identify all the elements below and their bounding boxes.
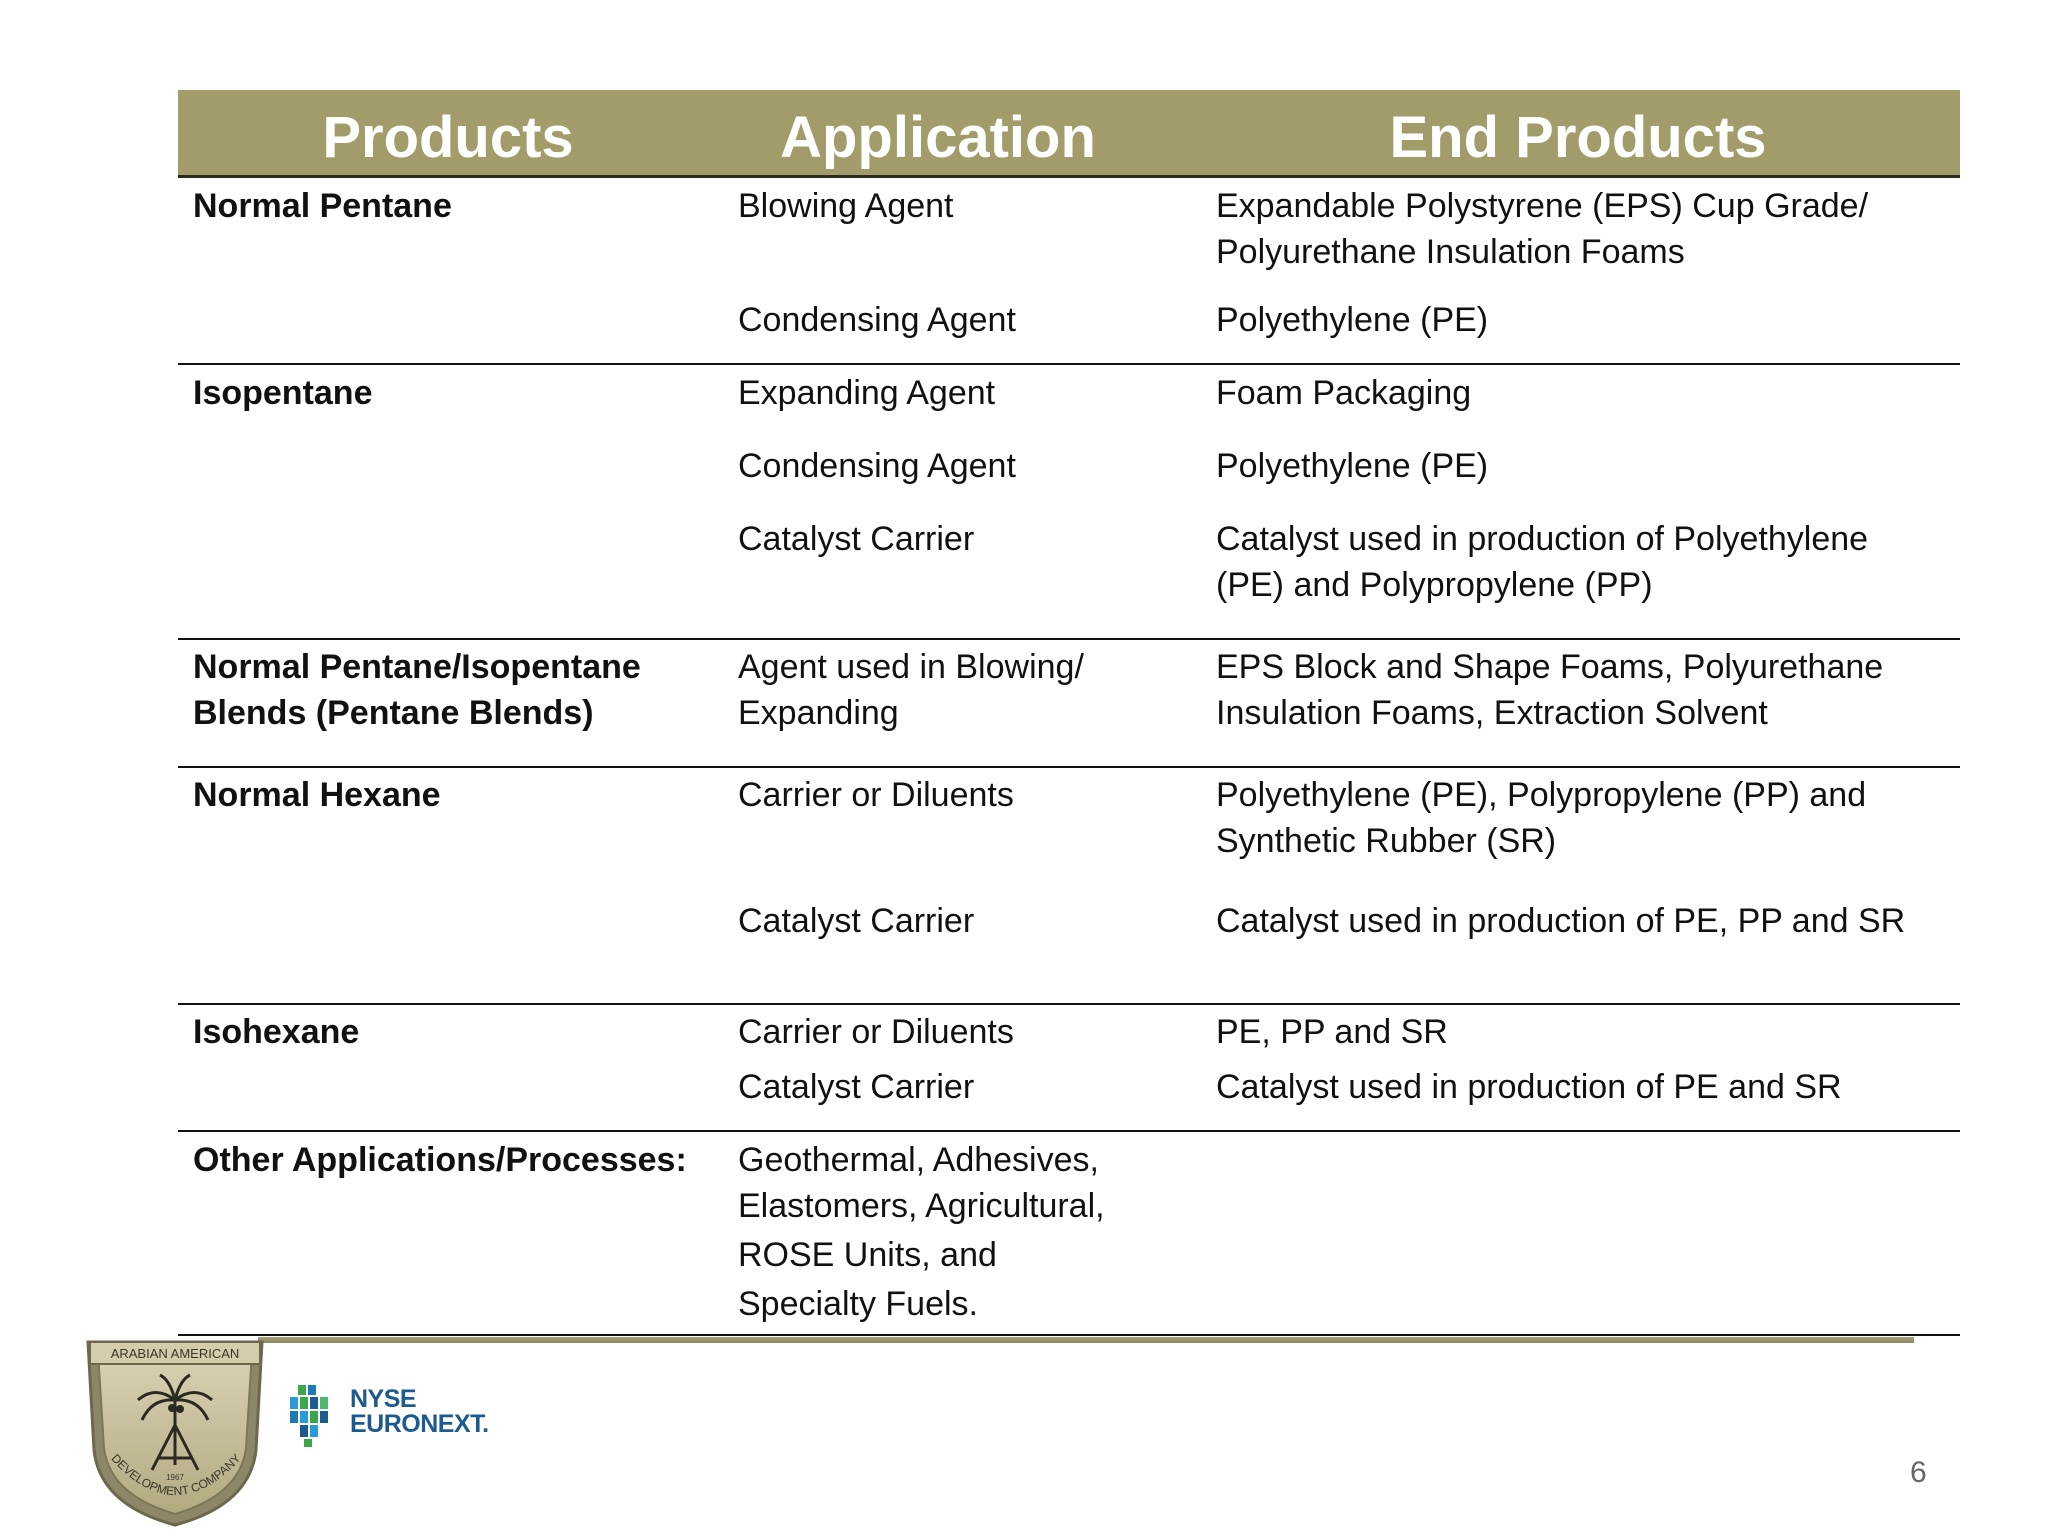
page-number: 6 xyxy=(1910,1456,1927,1489)
row-divider xyxy=(178,638,1960,640)
end-product-cell: Polyethylene (PE) xyxy=(1216,301,1489,339)
end-product-cell: EPS Block and Shape Foams, Polyurethane xyxy=(1216,648,1884,686)
emblem-year: 1967 xyxy=(166,1473,184,1482)
end-product-cell: Expandable Polystyrene (EPS) Cup Grade/ xyxy=(1216,187,1869,225)
application-cell: Carrier or Diluents xyxy=(738,1013,1014,1051)
application-cell: Agent used in Blowing/ xyxy=(738,648,1084,686)
row-divider xyxy=(178,363,1960,365)
application-cell: Expanding Agent xyxy=(738,374,996,412)
header-application: Application xyxy=(780,105,1096,170)
product-name: Normal Pentane/Isopentane xyxy=(193,648,641,686)
application-cell: Expanding xyxy=(738,694,899,732)
header-products: Products xyxy=(322,105,574,170)
end-product-cell: Polyethylene (PE), Polypropylene (PP) and xyxy=(1216,776,1867,814)
end-product-cell: Foam Packaging xyxy=(1216,374,1472,412)
end-product-cell: Insulation Foams, Extraction Solvent xyxy=(1216,694,1768,732)
application-cell: Catalyst Carrier xyxy=(738,1068,975,1106)
end-product-cell: Catalyst used in production of PE, PP and SR xyxy=(1216,902,1906,940)
application-cell: Specialty Fuels. xyxy=(738,1285,978,1323)
application-cell: Geothermal, Adhesives, xyxy=(738,1141,1099,1179)
application-cell: Carrier or Diluents xyxy=(738,776,1014,814)
nyse-line2: EURONEXT. xyxy=(350,1410,489,1438)
product-name: Normal Pentane xyxy=(193,187,452,225)
table-header xyxy=(178,90,1960,178)
company-emblem-logo xyxy=(80,1330,270,1530)
nyse-euronext-wordmark xyxy=(350,1387,489,1437)
row-divider xyxy=(178,766,1960,768)
end-product-cell: Synthetic Rubber (SR) xyxy=(1216,822,1557,860)
nyse-line1: NYSE xyxy=(350,1385,417,1413)
application-cell: Condensing Agent xyxy=(738,301,1016,339)
emblem-text-bottom: DEVELOPMENT COMPANY xyxy=(108,1451,244,1499)
application-cell: ROSE Units, and xyxy=(738,1236,997,1274)
nyse-euronext-mark-icon xyxy=(288,1380,348,1450)
row-divider xyxy=(178,1003,1960,1005)
application-cell: Condensing Agent xyxy=(738,447,1016,485)
end-product-cell: Catalyst used in production of Polyethylene xyxy=(1216,520,1869,558)
emblem-text-top: ARABIAN AMERICAN xyxy=(110,1346,240,1361)
end-product-cell: Catalyst used in production of PE and SR xyxy=(1216,1068,1842,1106)
footer-gold-rule xyxy=(258,1337,1914,1343)
row-divider xyxy=(178,1130,1960,1132)
application-cell: Blowing Agent xyxy=(738,187,954,225)
application-cell: Catalyst Carrier xyxy=(738,902,975,940)
product-name: Blends (Pentane Blends) xyxy=(193,694,594,732)
application-cell: Catalyst Carrier xyxy=(738,520,975,558)
end-product-cell: Polyethylene (PE) xyxy=(1216,447,1489,485)
table-bottom-rule xyxy=(178,1334,1960,1336)
product-name: Isopentane xyxy=(193,374,373,412)
end-product-cell: PE, PP and SR xyxy=(1216,1013,1448,1051)
product-name: Isohexane xyxy=(193,1013,360,1051)
header-end-products: End Products xyxy=(1389,105,1767,170)
product-name: Normal Hexane xyxy=(193,776,441,814)
end-product-cell: (PE) and Polypropylene (PP) xyxy=(1216,566,1653,604)
application-cell: Elastomers, Agricultural, xyxy=(738,1187,1105,1225)
end-product-cell: Polyurethane Insulation Foams xyxy=(1216,233,1685,271)
product-name: Other Applications/Processes: xyxy=(193,1141,687,1179)
